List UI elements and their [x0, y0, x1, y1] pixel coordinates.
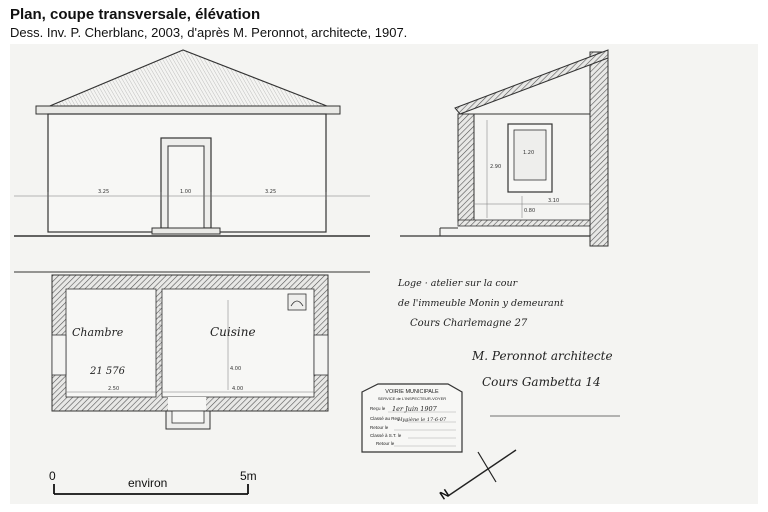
stamp-line2-value: Hygiène le 17-6-07: [398, 417, 447, 423]
stamp-line5-label: Retour le: [376, 441, 395, 446]
elevation-door: [168, 146, 204, 228]
cross-section: [400, 50, 608, 246]
floor-plan: [14, 272, 370, 429]
section-dim-window: 1.20: [523, 150, 535, 156]
elevation-cornice: [36, 106, 340, 114]
stamp-line4-label: Classé à S.T. le: [370, 433, 402, 438]
scale-start: 0: [49, 469, 56, 483]
scale-end: 5m: [240, 469, 257, 483]
page-title: Plan, coupe transversale, élévation: [10, 6, 261, 23]
section-dim-base: 3.10: [548, 198, 560, 204]
plan-dim-right-room: 4.00: [230, 366, 242, 372]
plan-dim-right-bottom: 4.00: [232, 386, 244, 392]
front-elevation: [14, 50, 370, 236]
north-arrow: [437, 450, 516, 503]
section-roof: [455, 50, 608, 114]
section-floor: [458, 220, 590, 226]
scale-bar: [49, 469, 257, 494]
page-subtitle: Dess. Inv. P. Cherblanc, 2003, d'après M. Peronnot, architecte, 1907.: [10, 25, 408, 40]
section-front-wall: [458, 114, 474, 222]
elevation-dim-left: 3.25: [98, 189, 110, 195]
stamp-line1-value: 1er Juin 1907: [392, 405, 437, 413]
stamp-line1-label: Reçu le: [370, 406, 386, 411]
annotation-line-3: Cours Charlemagne 27: [410, 318, 528, 329]
elevation-dim-right: 3.25: [265, 189, 277, 195]
annotation-line-2: de l'immeuble Monin y demeurant: [398, 298, 564, 309]
plan-door-opening: [168, 397, 206, 411]
plan-dim-left-bottom: 2.50: [108, 386, 120, 392]
north-arrow-label: N: [436, 486, 452, 503]
elevation-step: [152, 228, 220, 234]
elevation-roof: [45, 50, 332, 108]
plan-room-left-number: 21 576: [90, 366, 125, 377]
annotation-line-1: Loge · atelier sur la cour: [398, 278, 518, 289]
plan-room-right-label: Cuisine: [210, 325, 256, 339]
stamp-title: VOIRIE MUNICIPALE: [385, 389, 439, 395]
elevation-dim-door: 1.00: [180, 189, 192, 195]
stamp-subtitle: SERVICE de L'INSPECTEUR-VOYER: [377, 396, 447, 401]
annotation-address: Cours Gambetta 14: [482, 375, 601, 389]
plan-window-right: [314, 335, 328, 375]
municipal-stamp: [362, 384, 462, 452]
scale-unit: environ: [128, 476, 168, 490]
plan-room-left: [66, 289, 156, 397]
plan-chimney: [288, 294, 306, 310]
section-dim-height: 2.90: [490, 164, 502, 170]
stamp-line3-label: Retour le: [370, 425, 389, 430]
section-dim-sill: 0.80: [524, 208, 536, 214]
section-back-wall: [590, 52, 608, 246]
annotation-architect: M. Peronnot architecte: [472, 349, 613, 363]
stamp-line2-label: Classé au Reg: [370, 416, 400, 421]
plan-room-left-label: Chambre: [72, 326, 124, 339]
plan-window-left: [52, 335, 66, 375]
